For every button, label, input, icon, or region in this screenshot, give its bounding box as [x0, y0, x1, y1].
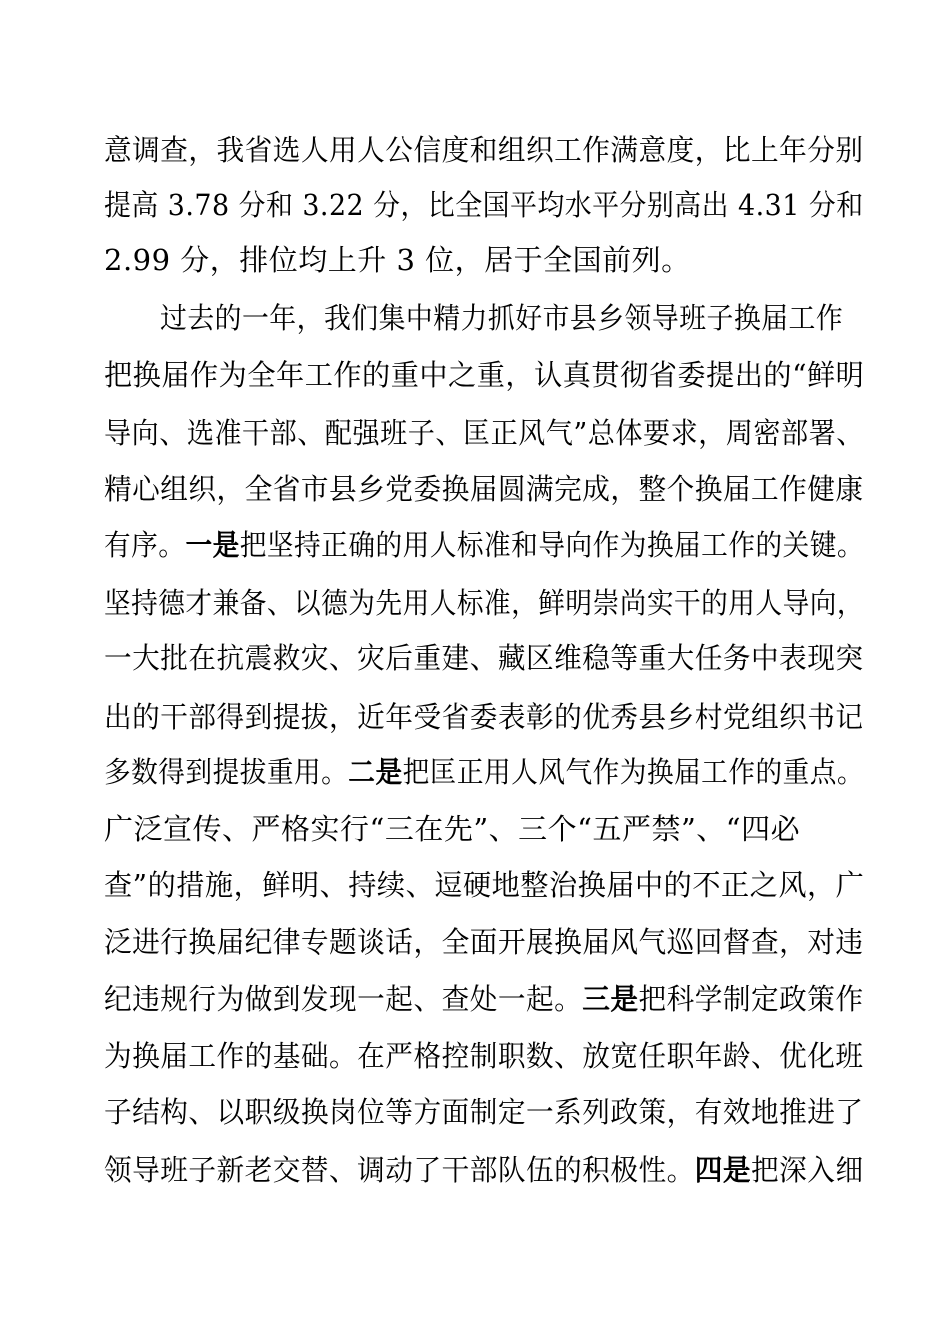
text-span: 有序。 [104, 528, 186, 562]
text-line [104, 865, 865, 905]
text-line [104, 355, 865, 395]
bold-marker: 二是 [348, 755, 403, 789]
bold-marker: 四是 [694, 1153, 752, 1187]
text-span: 意调查，我省选人用人公信度和组织工作满意度，比上年分别 [104, 133, 864, 167]
text-span: 2.99 分，排位均上升 3 位，居于全国前列。 [104, 243, 691, 277]
text-span: 提高 3.78 分和 3.22 分，比全国平均水平分别高出 4.31 分和 [104, 188, 864, 222]
text-line [104, 922, 864, 962]
text-span: 出的干部得到提拔，近年受省委表彰的优秀县乡村党组织书记 [104, 700, 864, 734]
bold-marker: 一是 [185, 528, 240, 562]
text-line [104, 413, 864, 453]
text-span: 精心组织，全省市县乡党委换届圆满完成，整个换届工作健康 [104, 472, 864, 506]
text-span: 导向、选准干部、配强班子、匡正风气”总体要求，周密部署、 [104, 416, 864, 450]
text-span: 泛进行换届纪律专题谈话，全面开展换届风气巡回督查，对违 [104, 925, 864, 959]
text-line [104, 1092, 864, 1132]
text-line [104, 240, 864, 280]
text-line [104, 752, 865, 792]
text-span: 子结构、以职级换岗位等方面制定一系列政策，有效地推进了 [104, 1095, 864, 1129]
text-span: 把坚持正确的用人标准和导向作为换届工作的关键。 [239, 528, 865, 562]
text-span: 为换届工作的基础。在严格控制职数、放宽任职年龄、优化班 [104, 1039, 864, 1073]
text-line [104, 809, 864, 849]
text-span: 广泛宣传、严格实行“三在先”、三个“五严禁”、“四必 [104, 812, 801, 846]
text-line [104, 583, 865, 623]
text-line [104, 1150, 864, 1190]
text-line [104, 979, 864, 1019]
text-span: 查”的措施，鲜明、持续、逗硬地整治换届中的不正之风，广 [104, 868, 865, 902]
text-line [104, 130, 864, 170]
text-span: 过去的一年，我们集中精力抓好市县乡领导班子换届工作 [160, 301, 844, 335]
text-span: 纪违规行为做到发现一起、查处一起。 [104, 982, 583, 1016]
text-span: 把深入细 [751, 1153, 864, 1187]
text-span: 把科学制定政策作 [638, 982, 864, 1016]
text-line [104, 1036, 864, 1076]
text-line [104, 525, 865, 565]
text-span: 领导班子新老交替、调动了干部队伍的积极性。 [104, 1153, 695, 1187]
text-line [104, 697, 864, 737]
text-span: 多数得到提拔重用。 [104, 755, 349, 789]
paragraph-first-line [160, 298, 864, 338]
text-span: 一大批在抗震救灾、灾后重建、藏区维稳等重大任务中表现突 [104, 641, 864, 675]
text-line [104, 638, 864, 678]
text-span: 把匡正用人风气作为换届工作的重点。 [402, 755, 865, 789]
text-line [104, 469, 864, 509]
text-span: 把换届作为全年工作的重中之重，认真贯彻省委提出的“鲜明 [104, 358, 865, 392]
bold-marker: 三是 [582, 982, 639, 1016]
text-line [104, 185, 864, 225]
text-span: 坚持德才兼备、以德为先用人标准，鲜明崇尚实干的用人导向， [104, 586, 865, 620]
